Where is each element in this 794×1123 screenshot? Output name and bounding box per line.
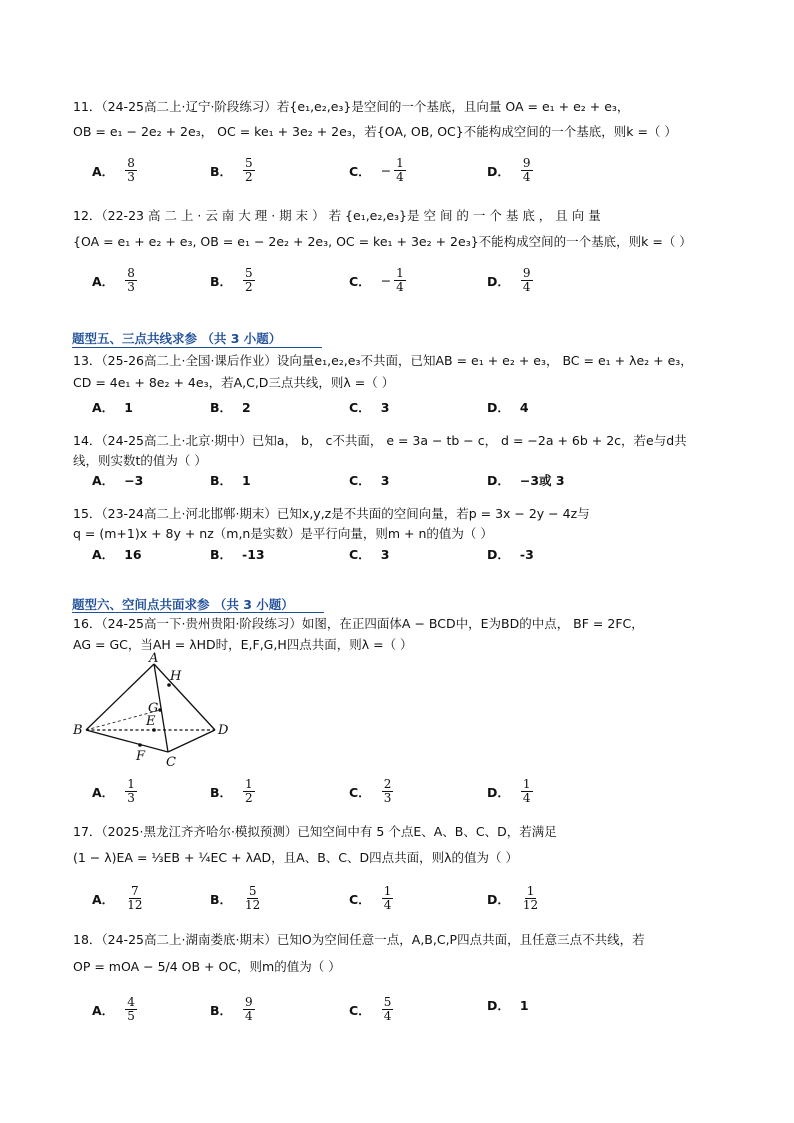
option-c bbox=[349, 267, 407, 294]
option-sign: − bbox=[380, 163, 392, 178]
q11-line-2: OB = e₁ − 2e₂ + 2e₃， OC = ke₁ + 3e₂ + 2e₃，若{OA, OB, OC}不能构成空间的一个基底，则k =（ ） bbox=[73, 124, 677, 139]
option-label: B． bbox=[210, 784, 233, 800]
fraction-numerator: 5 bbox=[248, 884, 257, 898]
option-d bbox=[487, 545, 534, 563]
option-a bbox=[92, 157, 138, 184]
option-fraction bbox=[125, 267, 137, 294]
q17-line-1: 17．（2025·黑龙江齐齐哈尔·模拟预测）已知空间中有 5 个点E、A、B、C、D，若满足 bbox=[73, 824, 557, 839]
option-fraction bbox=[243, 885, 262, 912]
option-value: 1 bbox=[242, 472, 251, 488]
fraction-denominator: 4 bbox=[396, 170, 404, 184]
fraction-denominator: 2 bbox=[245, 170, 253, 184]
option-d bbox=[487, 996, 529, 1014]
option-label: B． bbox=[210, 473, 233, 488]
option-c bbox=[349, 471, 389, 489]
option-a bbox=[92, 398, 133, 416]
option-b bbox=[210, 471, 251, 489]
fraction-denominator: 2 bbox=[245, 280, 253, 294]
fraction-numerator: 1 bbox=[396, 156, 404, 170]
fraction-numerator: 9 bbox=[522, 156, 531, 170]
fraction-denominator: 4 bbox=[522, 791, 531, 805]
fig-label-B: B bbox=[73, 723, 83, 738]
q12-line-2: {OA = e₁ + e₂ + e₃, OB = e₁ − 2e₂ + 2e₃, OC = ke₁ + 3e₂ + 2e₃}不能构成空间的一个基底，则k =（ ） bbox=[73, 234, 692, 249]
option-label: A． bbox=[92, 891, 115, 907]
fraction-numerator: 9 bbox=[522, 266, 531, 280]
option-fraction bbox=[125, 157, 137, 184]
option-label: D． bbox=[487, 784, 510, 800]
q18-line-2: OP = mOA − 5/4 OB + OC，则m的值为（ ） bbox=[73, 959, 341, 974]
option-d bbox=[487, 398, 529, 416]
fraction-denominator: 3 bbox=[127, 280, 135, 294]
option-label: D． bbox=[487, 163, 510, 179]
q15-line-2: q = (m+1)x + 8y + nz（m,n是实数）是平行向量，则m + n的值为（ ） bbox=[73, 526, 493, 541]
option-a bbox=[92, 778, 138, 805]
option-label: A． bbox=[92, 784, 115, 800]
fraction-denominator: 4 bbox=[383, 1009, 392, 1023]
q13-line-2: CD = 4e₁ + 8e₂ + 4e₃，若A,C,D三点共线，则λ =（ ） bbox=[73, 375, 395, 390]
option-label: A． bbox=[92, 273, 115, 289]
option-b bbox=[210, 157, 256, 184]
fraction-numerator: 1 bbox=[522, 777, 531, 791]
option-d bbox=[487, 778, 534, 805]
section-6-title: 题型六、空间点共面求参 （共 3 小题） bbox=[72, 597, 294, 612]
fraction-numerator: 1 bbox=[396, 266, 404, 280]
fraction-denominator: 12 bbox=[245, 898, 261, 912]
fraction-denominator: 5 bbox=[127, 1009, 135, 1023]
option-value: 1 bbox=[124, 399, 133, 415]
option-fraction bbox=[125, 778, 137, 805]
option-fraction bbox=[125, 885, 144, 912]
fraction-denominator: 3 bbox=[127, 791, 135, 805]
option-label: B． bbox=[210, 163, 233, 179]
fraction-denominator: 4 bbox=[396, 280, 404, 294]
option-label: D． bbox=[487, 891, 510, 907]
fraction-numerator: 1 bbox=[127, 777, 135, 791]
section-5-underline bbox=[72, 347, 322, 348]
option-label: D． bbox=[487, 473, 510, 488]
q13-line-1: 13．（25-26高二上·全国·课后作业）设向量e₁,e₂,e₃不共面，已知AB = e₁ + e₂ + e₃， BC = e₁ + λe₂ + e₃， bbox=[73, 353, 693, 368]
option-d bbox=[487, 157, 534, 184]
option-value: -13 bbox=[242, 546, 265, 562]
fig-label-F: F bbox=[136, 749, 146, 764]
option-label: C． bbox=[349, 547, 371, 562]
section-6-underline bbox=[72, 612, 324, 613]
option-a bbox=[92, 267, 138, 294]
fig-label-G: G bbox=[148, 701, 159, 716]
option-fraction bbox=[243, 267, 255, 294]
option-value: -3 bbox=[519, 546, 534, 562]
option-label: B． bbox=[210, 891, 233, 907]
option-label: A． bbox=[92, 1002, 115, 1018]
option-d bbox=[487, 471, 565, 489]
tetrahedron-figure bbox=[70, 652, 240, 772]
option-label: B． bbox=[210, 547, 233, 562]
option-b bbox=[210, 267, 256, 294]
option-label: C． bbox=[349, 400, 371, 415]
fraction-numerator: 5 bbox=[383, 995, 392, 1009]
option-fraction bbox=[243, 778, 255, 805]
q14-line-1: 14．（24-25高二上·北京·期中）已知a， b， c不共面， e = 3a − tb − c， d = −2a + 6b + 2c，若e与d共 bbox=[73, 433, 687, 448]
fraction-numerator: 1 bbox=[245, 777, 253, 791]
option-label: C． bbox=[349, 891, 371, 907]
q17-line-2: (1 − λ)EA = ⅓EB + ¼EC + λAD，且A、B、C、D四点共面，则λ的值为（ ） bbox=[73, 850, 518, 865]
option-value: 3 bbox=[380, 546, 390, 562]
fraction-numerator: 9 bbox=[245, 995, 253, 1009]
option-label: A． bbox=[92, 163, 115, 179]
section-5-title: 题型五、三点共线求参 （共 3 小题） bbox=[72, 331, 282, 346]
option-b bbox=[210, 398, 251, 416]
q14-line-2: 线，则实数t的值为（ ） bbox=[73, 453, 207, 468]
option-sign: − bbox=[380, 273, 392, 288]
fraction-denominator: 4 bbox=[522, 280, 531, 294]
fraction-numerator: 4 bbox=[127, 995, 135, 1009]
option-label: C． bbox=[349, 163, 371, 179]
option-label: B． bbox=[210, 400, 233, 415]
option-label: C． bbox=[349, 784, 371, 800]
option-fraction bbox=[243, 157, 255, 184]
q12-line-1: 12．（22-23 高 二 上 · 云 南 大 理 · 期 末 ） 若 {e₁,e₂,e₃}是 空 间 的 一 个 基 底 ， 且 向 量 bbox=[73, 208, 601, 223]
q16-line-1: 16．（24-25高一下·贵州贵阳·阶段练习）如图，在正四面体A − BCD中，E为BD的中点， BF = 2FC， bbox=[73, 616, 644, 631]
option-fraction bbox=[521, 267, 533, 294]
option-b bbox=[210, 996, 256, 1023]
option-a bbox=[92, 545, 142, 563]
fig-label-H: H bbox=[170, 669, 182, 684]
q15-line-1: 15．（23-24高二上·河北邯郸·期末）已知x,y,z是不共面的空间向量，若p = 3x − 2y − 4z与 bbox=[73, 506, 590, 521]
option-label: D． bbox=[487, 400, 510, 415]
option-fraction bbox=[521, 885, 540, 912]
option-c bbox=[349, 157, 407, 184]
option-a bbox=[92, 885, 145, 912]
option-label: C． bbox=[349, 473, 371, 488]
fig-label-C: C bbox=[166, 755, 176, 770]
option-value: 3 bbox=[380, 472, 390, 488]
option-a bbox=[92, 471, 143, 489]
option-label: A． bbox=[92, 547, 115, 562]
option-label: A． bbox=[92, 400, 115, 415]
fraction-numerator: 5 bbox=[245, 156, 253, 170]
fraction-denominator: 12 bbox=[522, 898, 539, 912]
option-label: A． bbox=[92, 473, 115, 488]
option-value: −3或 3 bbox=[519, 473, 565, 488]
option-d bbox=[487, 885, 541, 912]
fraction-numerator: 1 bbox=[383, 884, 392, 898]
option-fraction bbox=[382, 885, 394, 912]
fraction-denominator: 2 bbox=[245, 791, 253, 805]
fraction-denominator: 4 bbox=[522, 170, 531, 184]
option-value: 1 bbox=[519, 997, 529, 1013]
option-c bbox=[349, 398, 389, 416]
option-b bbox=[210, 885, 263, 912]
option-label: D． bbox=[487, 273, 510, 289]
option-fraction bbox=[521, 778, 533, 805]
option-c bbox=[349, 885, 394, 912]
option-fraction bbox=[394, 157, 406, 184]
fraction-numerator: 8 bbox=[127, 266, 135, 280]
option-value: 3 bbox=[380, 399, 390, 415]
fraction-numerator: 5 bbox=[245, 266, 253, 280]
option-label: B． bbox=[210, 1002, 233, 1018]
fraction-denominator: 12 bbox=[127, 898, 143, 912]
option-value: 4 bbox=[519, 399, 529, 415]
q11-line-1: 11．（24-25高二上·辽宁·阶段练习）若{e₁,e₂,e₃}是空间的一个基底，且向量 OA = e₁ + e₂ + e₃， bbox=[73, 99, 630, 114]
option-c bbox=[349, 996, 394, 1023]
option-fraction bbox=[394, 267, 406, 294]
option-b bbox=[210, 778, 256, 805]
q16-line-2: AG = GC，当AH = λHD时，E,F,G,H四点共面，则λ =（ ） bbox=[73, 637, 413, 652]
fraction-numerator: 1 bbox=[526, 884, 535, 898]
option-value: −3 bbox=[124, 472, 144, 488]
option-fraction bbox=[521, 157, 533, 184]
option-b bbox=[210, 545, 265, 563]
fig-label-D: D bbox=[218, 723, 229, 738]
fraction-denominator: 3 bbox=[127, 170, 135, 184]
fraction-denominator: 4 bbox=[245, 1009, 253, 1023]
option-c bbox=[349, 778, 394, 805]
fig-label-A: A bbox=[149, 652, 159, 666]
fraction-denominator: 4 bbox=[383, 898, 392, 912]
fraction-denominator: 3 bbox=[383, 791, 392, 805]
option-value: 2 bbox=[242, 399, 251, 415]
option-c bbox=[349, 545, 389, 563]
option-fraction bbox=[382, 996, 394, 1023]
fig-label-E: E bbox=[146, 714, 156, 729]
fraction-numerator: 8 bbox=[127, 156, 135, 170]
option-fraction bbox=[243, 996, 255, 1023]
fraction-numerator: 2 bbox=[383, 777, 392, 791]
option-label: B． bbox=[210, 273, 233, 289]
q18-line-1: 18．（24-25高二上·湖南娄底·期末）已知O为空间任意一点，A,B,C,P四点共面，且任意三点不共线，若 bbox=[73, 932, 645, 947]
option-value: 16 bbox=[124, 546, 142, 562]
option-a bbox=[92, 996, 138, 1023]
option-label: C． bbox=[349, 1002, 371, 1018]
option-label: C． bbox=[349, 273, 371, 289]
option-d bbox=[487, 267, 534, 294]
option-fraction bbox=[125, 996, 137, 1023]
option-label: D． bbox=[487, 547, 510, 562]
option-label: D． bbox=[487, 998, 510, 1013]
fraction-numerator: 7 bbox=[131, 884, 139, 898]
option-fraction bbox=[382, 778, 394, 805]
